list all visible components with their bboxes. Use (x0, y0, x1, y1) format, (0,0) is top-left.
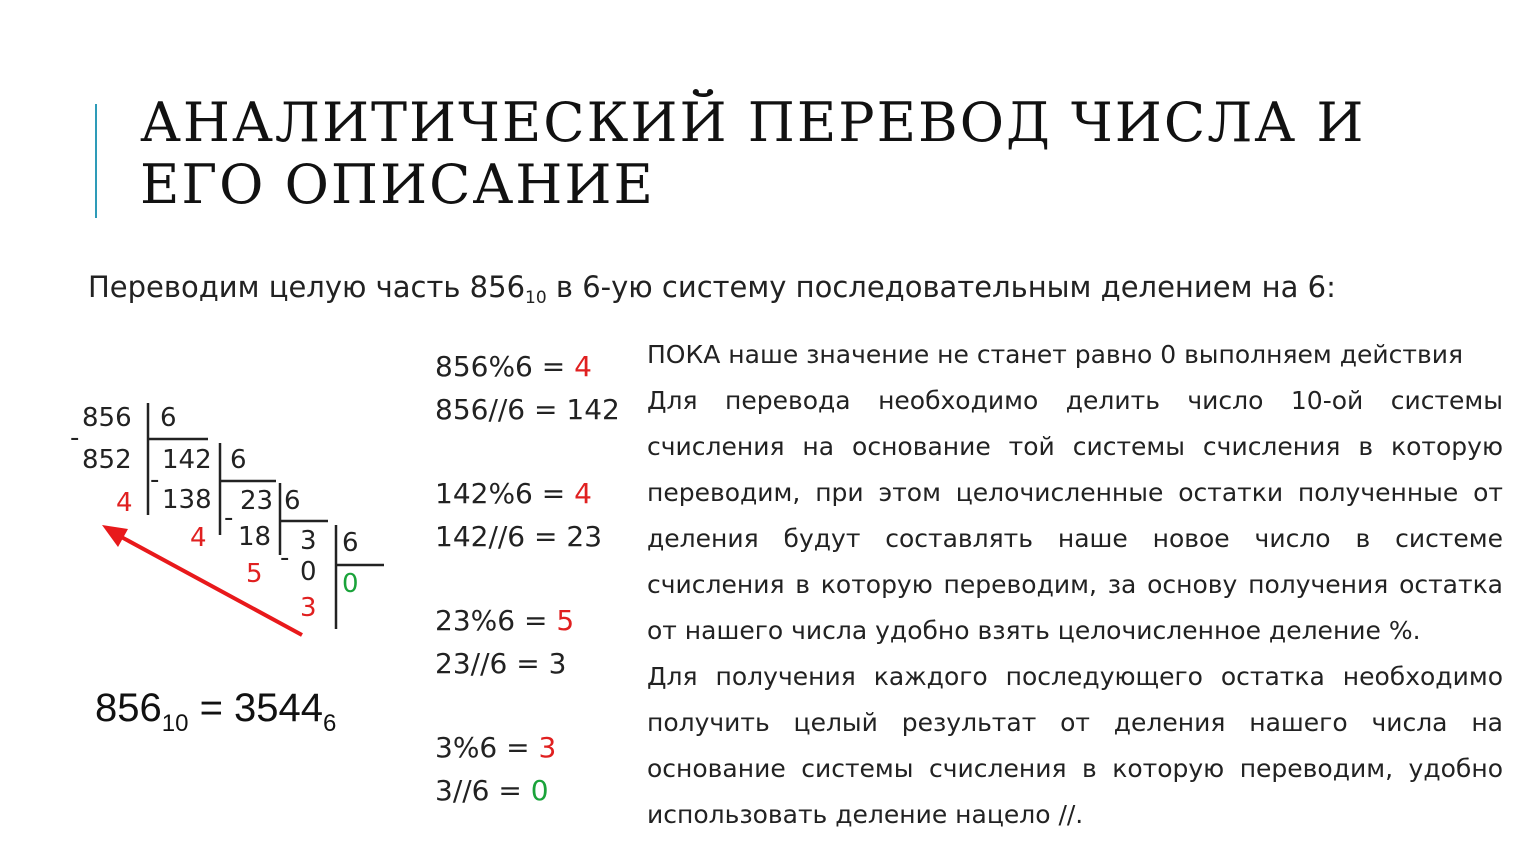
description-text (647, 332, 1503, 838)
remainder-4-second: 4 (190, 523, 207, 553)
operation-line (435, 350, 592, 384)
operation-line (435, 647, 566, 681)
product-18: 18 (238, 522, 272, 552)
operation-line (435, 604, 574, 638)
operation-line (435, 731, 556, 765)
operation-line (435, 520, 602, 554)
operation-expr: 3%6 = (435, 731, 539, 764)
quotient-3: 3 (300, 526, 317, 556)
product-852: 852 (82, 445, 132, 475)
operation-expr: 23%6 = (435, 604, 557, 637)
divisor-6-d: 6 (342, 528, 359, 558)
result-senary-base: 6 (323, 710, 337, 737)
subtitle-base: 10 (525, 288, 547, 308)
result-decimal: 856 (95, 686, 162, 730)
operation-remainder: 4 (574, 477, 592, 510)
remainder-3: 3 (300, 593, 317, 623)
description-paragraph-1: Для перевода необходимо делить число 10-ой системы счисления на основание той системы счисления в которую переводим, при этом целочисленные остатки полученные от деления будут составлять наше новое число в системе счисления в которую переводим, за основу получения остатка от нашего числа удобно взять целочисленное деление %. (647, 386, 1503, 645)
operation-expr: 856//6 = 142 (435, 393, 620, 426)
remainder-5: 5 (246, 559, 263, 589)
operation-line (435, 393, 620, 427)
product-138: 138 (162, 485, 212, 515)
operation-line (435, 477, 592, 511)
remainder-arrow (114, 533, 302, 635)
operation-remainder: 4 (574, 350, 592, 383)
divisor-6-c: 6 (284, 486, 301, 516)
result-senary: 3544 (234, 686, 324, 730)
dividend-856: 856 (82, 403, 132, 433)
subtitle-prefix: Переводим целую часть 856 (88, 270, 526, 304)
product-0: 0 (300, 557, 317, 587)
minus-sign: - (224, 503, 234, 533)
minus-sign: - (70, 423, 80, 453)
conversion-result (95, 686, 336, 738)
remainder-4-first: 4 (116, 488, 133, 518)
title-accent-bar (95, 104, 97, 218)
minus-sign: - (150, 465, 160, 495)
loop-condition: ПОКА наше значение не станет равно 0 выполняем действия (647, 340, 1463, 369)
operation-expr: 142%6 = (435, 477, 575, 510)
operation-final-quotient: 0 (530, 774, 549, 807)
quotient-23: 23 (240, 486, 274, 516)
result-equals: = (188, 686, 235, 730)
result-decimal-base: 10 (161, 710, 189, 737)
operation-line (435, 774, 549, 808)
long-division-diagram (60, 395, 400, 655)
description-paragraph-2: Для получения каждого последующего остатка необходимо получить целый результат от деления нашего числа на основание системы счисления в которую переводим, удобно использовать деление нацело //. (647, 662, 1503, 829)
subtitle-suffix: в 6-ую систему последовательным делением на 6: (546, 270, 1336, 304)
slide-title: АНАЛИТИЧЕСКИЙ ПЕРЕВОД ЧИСЛА И ЕГО ОПИСАНИЕ (140, 91, 1366, 216)
arrow-head-icon (102, 525, 128, 547)
quotient-142: 142 (162, 445, 212, 475)
operation-remainder: 3 (538, 731, 557, 764)
operation-expr: 3//6 = (435, 774, 531, 807)
operation-remainder: 5 (556, 604, 575, 637)
divisor-6-b: 6 (230, 445, 247, 475)
operation-expr: 23//6 = 3 (435, 647, 567, 680)
divisor-6-a: 6 (160, 403, 177, 433)
operation-expr: 856%6 = (435, 350, 575, 383)
minus-sign: - (280, 543, 290, 573)
quotient-0: 0 (342, 569, 359, 599)
operation-expr: 142//6 = 23 (435, 520, 603, 553)
subtitle (88, 270, 1336, 308)
